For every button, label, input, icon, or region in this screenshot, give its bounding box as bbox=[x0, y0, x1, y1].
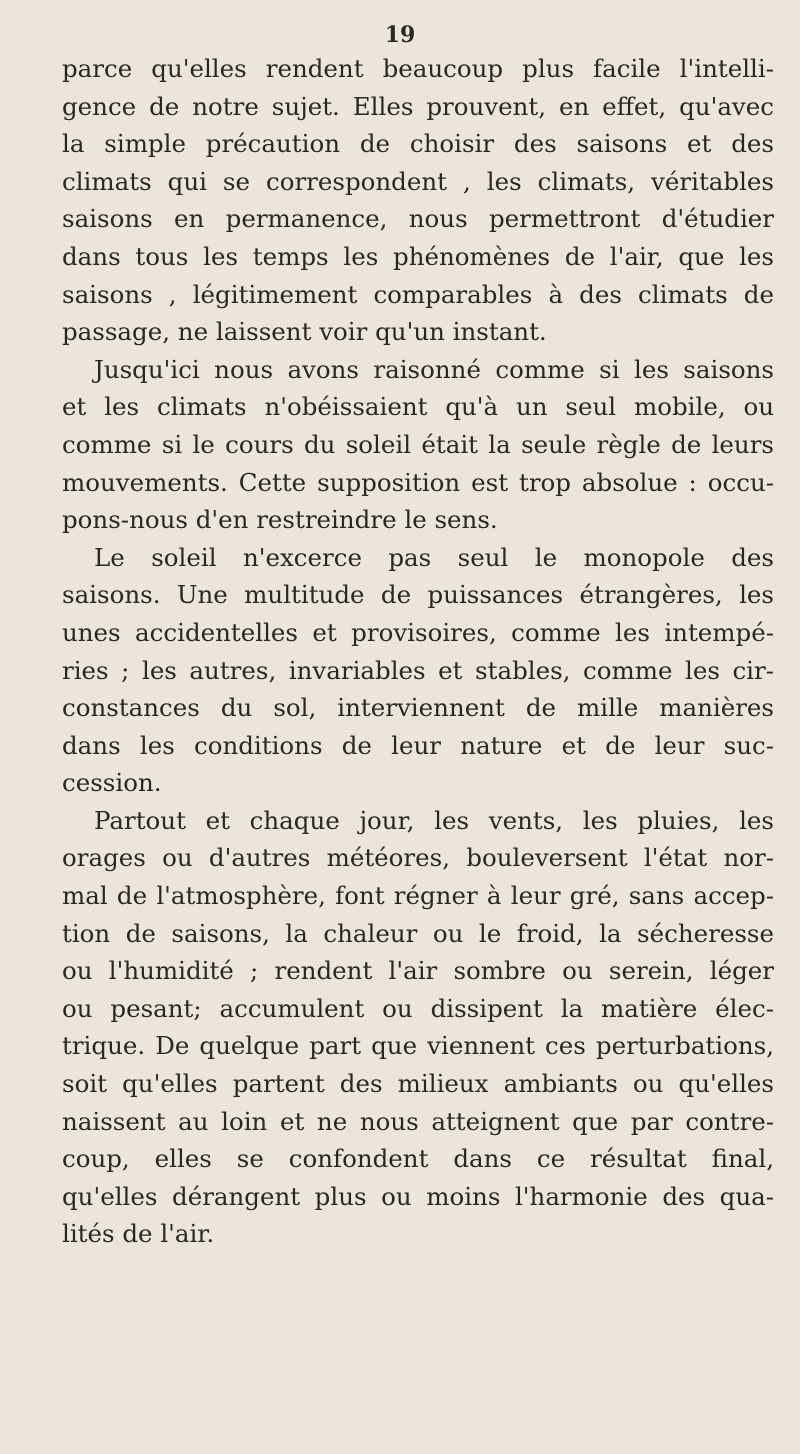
text-line: orages ou d'autres météores, bouleversent l'état nor- bbox=[62, 843, 774, 873]
text-line: dans tous les temps les phénomènes de l'air, que les bbox=[62, 241, 774, 271]
text-line: saisons. Une multitude de puissances étrangères, les bbox=[62, 580, 774, 610]
text-line: saisons en permanence, nous permettront d'étudier bbox=[62, 204, 774, 234]
page-number: 19 bbox=[384, 22, 416, 48]
text-line: comme si le cours du soleil était la seule règle de leurs bbox=[62, 429, 774, 459]
text-line: cession. bbox=[62, 768, 162, 798]
text-line: mal de l'atmosphère, font régner à leur gré, sans accep- bbox=[62, 881, 774, 911]
text-line: pons-nous d'en restreindre le sens. bbox=[62, 505, 498, 535]
text-line: soit qu'elles partent des milieux ambiants ou qu'elles bbox=[62, 1069, 774, 1099]
body-text bbox=[62, 50, 774, 1253]
text-line: ries ; les autres, invariables et stables, comme les cir- bbox=[62, 655, 774, 685]
text-line: coup, elles se confondent dans ce résultat final, bbox=[62, 1144, 774, 1174]
text-line: climats qui se correspondent , les climats, véritables bbox=[62, 166, 774, 196]
text-line: constances du sol, interviennent de mille manières bbox=[62, 693, 774, 723]
text-line: lités de l'air. bbox=[62, 1219, 215, 1249]
text-line: parce qu'elles rendent beaucoup plus facile l'intelli- bbox=[62, 54, 774, 83]
text-line: Le soleil n'excerce pas seul le monopole des bbox=[94, 542, 774, 572]
text-line: naissent au loin et ne nous atteignent que par contre- bbox=[62, 1106, 774, 1136]
text-line: unes accidentelles et provisoires, comme les intempé- bbox=[62, 617, 774, 647]
text-line: ou pesant; accumulent ou dissipent la matière élec- bbox=[62, 993, 774, 1023]
text-line: mouvements. Cette supposition est trop absolue : occu- bbox=[62, 467, 774, 497]
text-line: trique. De quelque part que viennent ces perturbations, bbox=[62, 1031, 774, 1061]
text-line: et les climats n'obéissaient qu'à un seul mobile, ou bbox=[62, 392, 774, 422]
text-line: gence de notre sujet. Elles prouvent, en effet, qu'avec bbox=[62, 91, 774, 121]
text-line: la simple précaution de choisir des saisons et des bbox=[62, 129, 774, 159]
text-line: ou l'humidité ; rendent l'air sombre ou serein, léger bbox=[62, 956, 774, 986]
text-line: qu'elles dérangent plus ou moins l'harmonie des qua- bbox=[62, 1181, 774, 1211]
text-line: dans les conditions de leur nature et de leur suc- bbox=[62, 730, 774, 760]
text-line: saisons , légitimement comparables à des climats de bbox=[62, 279, 774, 309]
text-line: Partout et chaque jour, les vents, les pluies, les bbox=[94, 805, 774, 835]
text-line: passage, ne laissent voir qu'un instant. bbox=[62, 317, 547, 347]
text-line: Jusqu'ici nous avons raisonné comme si les saisons bbox=[94, 354, 774, 384]
text-line: tion de saisons, la chaleur ou le froid, la sécheresse bbox=[62, 918, 774, 948]
